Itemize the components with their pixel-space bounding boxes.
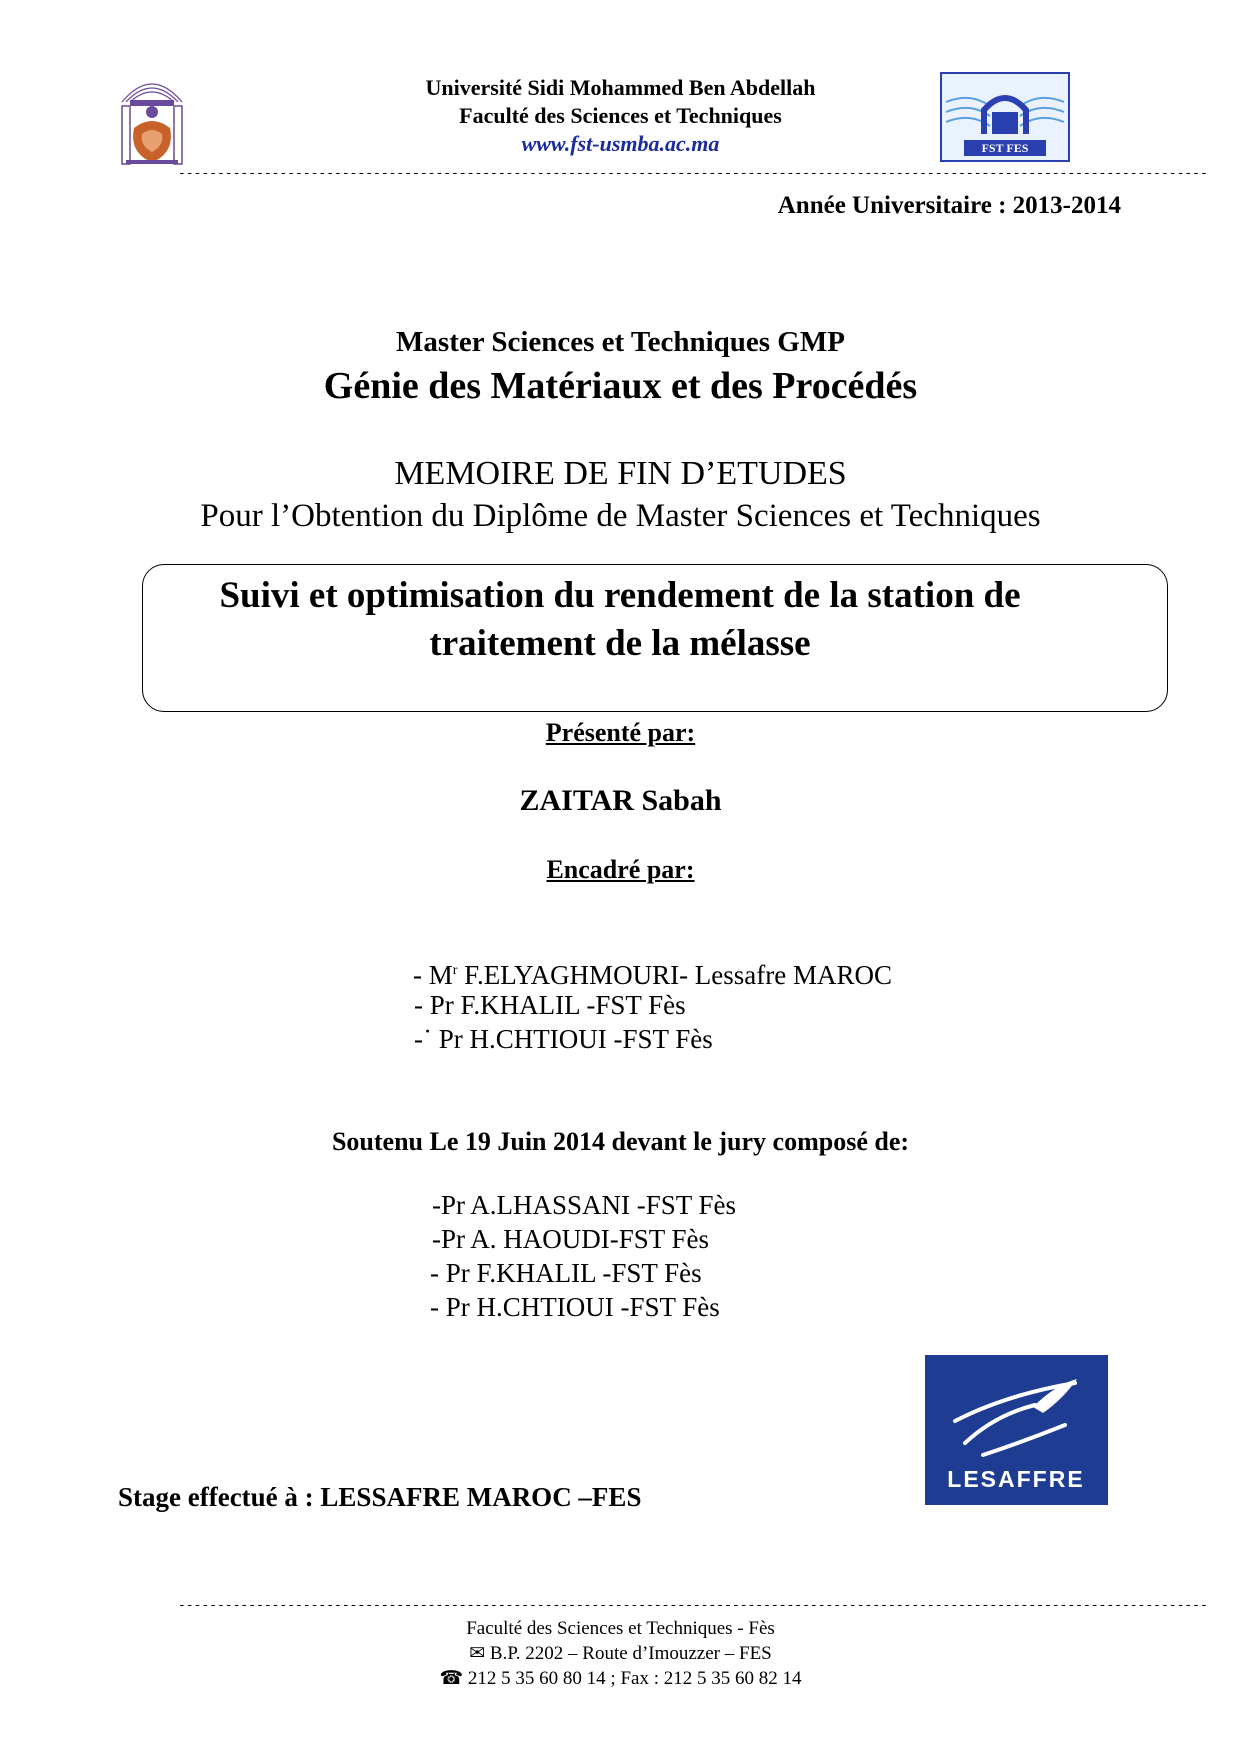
author-name: ZAITAR Sabah: [519, 784, 722, 817]
academic-year: Année Universitaire : 2013-2014: [777, 192, 1121, 219]
program-name: Génie des Matériaux et des Procédés: [323, 365, 918, 407]
master-program: Master Sciences et Techniques GMP: [396, 326, 845, 358]
memoire-heading: MEMOIRE DE FIN D’ETUDES: [394, 455, 847, 492]
footer-contact: [0, 1616, 1241, 1691]
supervised-by-label: Encadré par:: [546, 855, 695, 884]
internship-location: Stage effectué à : LESSAFRE MAROC –FES: [118, 1482, 642, 1512]
jury-member: -Pr A.LHASSANI -FST Fès: [432, 1190, 737, 1220]
supervisor-3: -˙ Pr H.CHTIOUI -FST Fès: [414, 1024, 713, 1054]
supervisor-1: - $M^r$ F.ELYAGHMOURI- Lessafre MAROC: [413, 960, 893, 990]
footer-separator: ------------------------------------------------------------------------------------------------------------------------------------: [178, 1598, 1208, 1613]
defense-date-line: Soutenu Le 19 Juin 2014 devant le jury composé de:: [331, 1127, 910, 1156]
footer-address: ✉ B.P. 2202 – Route d’Imouzzer – FES: [469, 1643, 772, 1664]
footer-phone: ☎ 212 5 35 60 80 14 ; Fax : 212 5 35 60 82 14: [439, 1668, 802, 1689]
jury-member: - Pr F.KHALIL -FST Fès: [430, 1258, 702, 1288]
thesis-title: [150, 572, 1090, 668]
supervisor-2: - Pr F.KHALIL -FST Fès: [414, 990, 686, 1020]
footer-faculty: Faculté des Sciences et Techniques - Fès: [466, 1618, 775, 1639]
lesaffre-logo-text: LESAFFRE: [947, 1466, 1085, 1492]
presented-by-label: Présenté par:: [545, 718, 696, 747]
diploma-line: Pour l’Obtention du Diplôme de Master Sciences et Techniques: [200, 498, 1041, 534]
phone-icon: ☎: [439, 1668, 464, 1689]
jury-member: - Pr H.CHTIOUI -FST Fès: [430, 1292, 720, 1322]
lesaffre-logo: [925, 1355, 1108, 1505]
jury-member: -Pr A. HAOUDI-FST Fès: [432, 1224, 710, 1254]
fst-logo-text: FST FES: [981, 141, 1029, 155]
university-emblem-logo: [116, 72, 188, 168]
header-separator: ------------------------------------------------------------------------------------------------------------------------------------: [178, 166, 1208, 181]
thesis-title-line1: Suivi et optimisation du rendement de la station de: [219, 575, 1021, 616]
header-institution: [300, 74, 941, 158]
mail-icon: ✉: [469, 1643, 486, 1664]
faculty-name: Faculté des Sciences et Techniques: [459, 103, 782, 128]
website-link[interactable]: www.fst-usmba.ac.ma: [521, 131, 720, 156]
thesis-title-line2: traitement de la mélasse: [429, 623, 811, 664]
fst-fes-logo: [940, 72, 1070, 162]
university-name: Université Sidi Mohammed Ben Abdellah: [425, 75, 816, 100]
